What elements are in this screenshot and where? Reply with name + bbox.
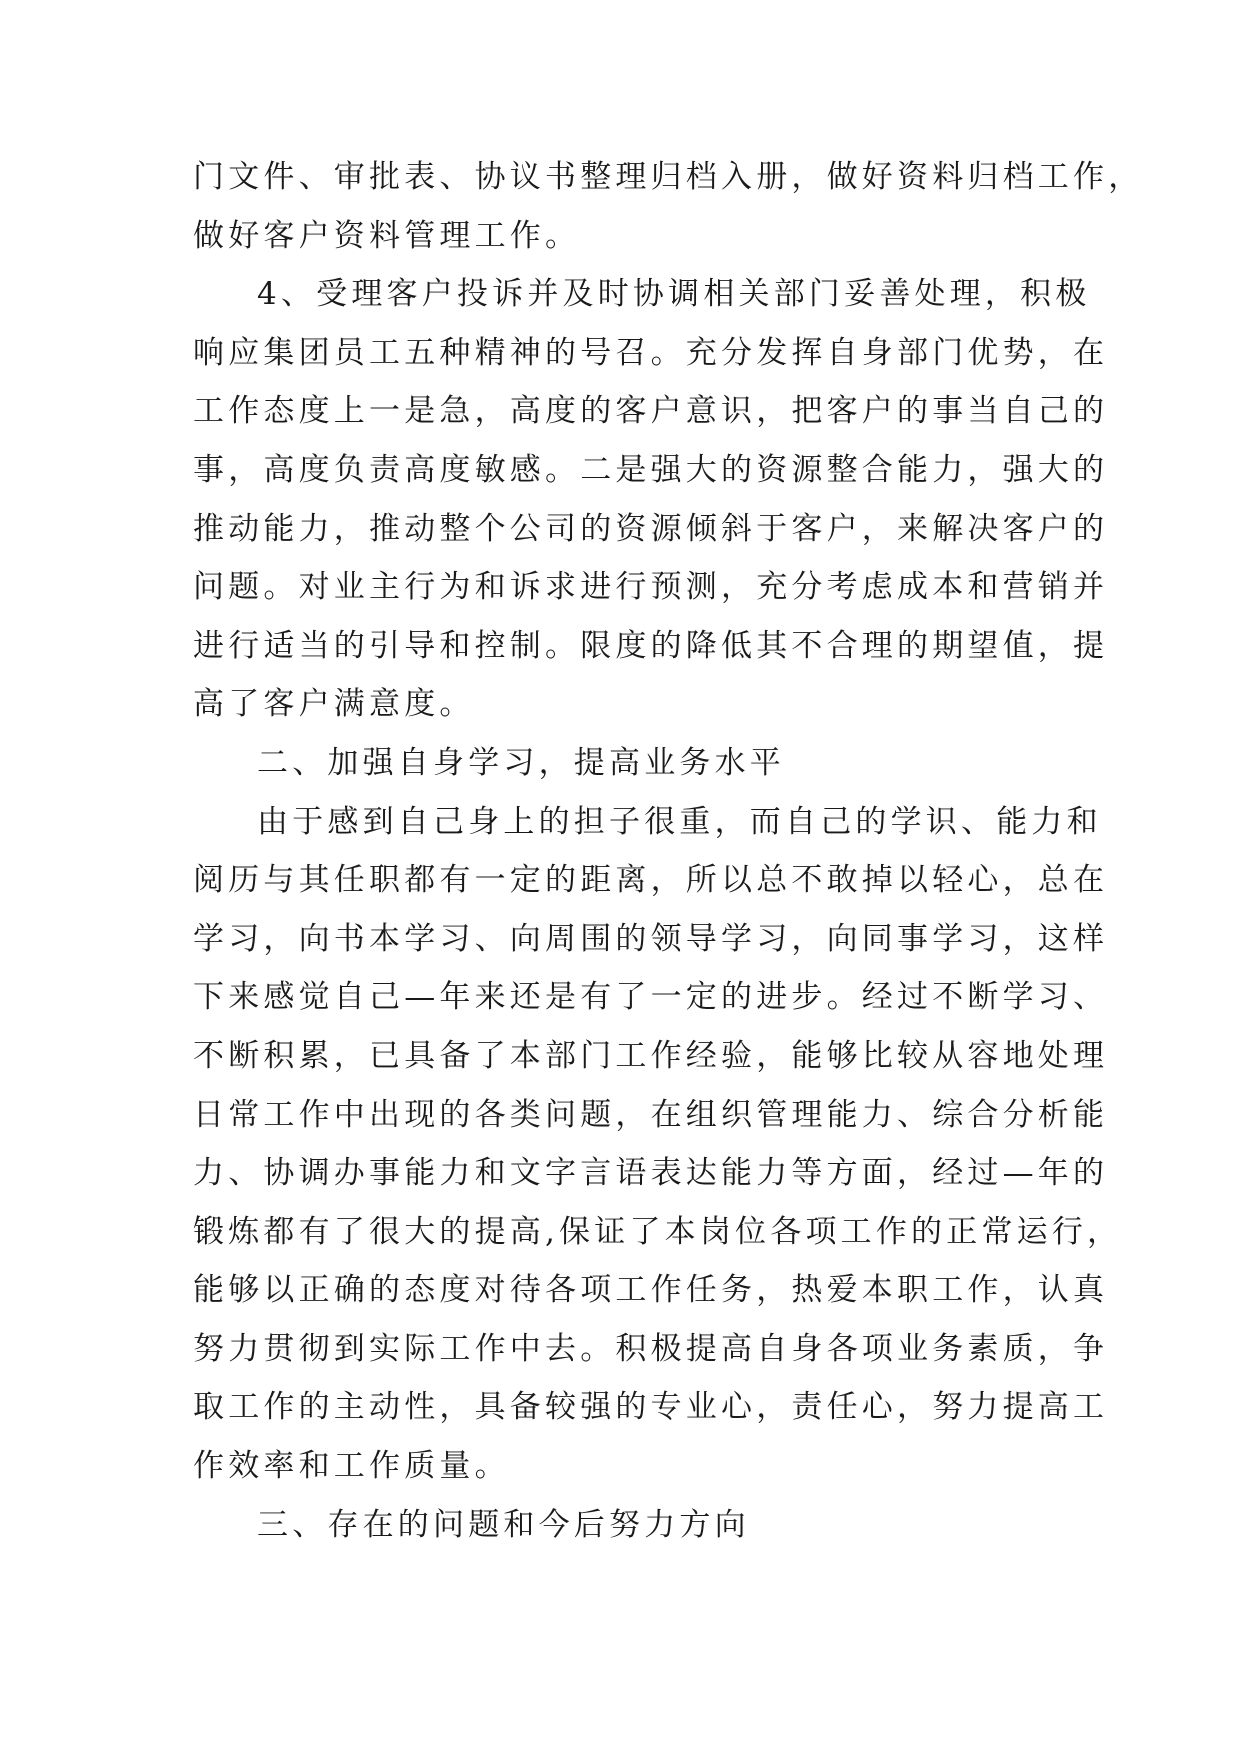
text-line: 取工作的主动性，具备较强的专业心，责任心，努力提高工	[193, 1389, 1109, 1426]
text-line: 事，高度负责高度敏感。二是强大的资源整合能力，强大的	[193, 451, 1109, 488]
text-line: 锻炼都有了很大的提高,保证了本岗位各项工作的正常运行，	[193, 1213, 1123, 1250]
text-line: 进行适当的引导和控制。限度的降低其不合理的期望值，提	[193, 627, 1109, 664]
text-line: 努力贯彻到实际工作中去。积极提高自身各项业务素质，争	[193, 1330, 1109, 1367]
text-line: 作效率和工作质量。	[193, 1448, 510, 1485]
paragraph-start: 由于感到自己身上的担子很重，而自己的学识、能力和	[257, 803, 1102, 840]
text-line: 能够以正确的态度对待各项工作任务，热爱本职工作，认真	[193, 1272, 1109, 1309]
text-line: 门文件、审批表、协议书整理归档入册，做好资料归档工作，	[193, 159, 1144, 195]
text-line: 响应集团员工五种精神的号召。充分发挥自身部门优势，在	[193, 334, 1109, 371]
section-heading-2: 二、加强自身学习，提高业务水平	[257, 744, 785, 781]
text-line: 日常工作中出现的各类问题，在组织管理能力、综合分析能	[193, 1096, 1109, 1133]
section-heading-3: 三、存在的问题和今后努力方向	[257, 1506, 750, 1543]
document-body	[193, 148, 1144, 1554]
list-item-4: 4、受理客户投诉并及时协调相关部门妥善处理，积极	[257, 276, 1091, 313]
text-line: 不断积累，已具备了本部门工作经验，能够比较从容地处理	[193, 1037, 1109, 1074]
text-line: 推动能力，推动整个公司的资源倾斜于客户，来解决客户的	[193, 510, 1109, 547]
text-line: 阅历与其任职都有一定的距离，所以总不敢掉以轻心，总在	[193, 862, 1109, 899]
text-line: 下来感觉自己—年来还是有了一定的进步。经过不断学习、	[193, 979, 1109, 1016]
text-line: 工作态度上一是急，高度的客户意识，把客户的事当自己的	[193, 393, 1109, 430]
text-line: 学习，向书本学习、向周围的领导学习，向同事学习，这样	[193, 920, 1109, 957]
text-line: 高了客户满意度。	[193, 686, 475, 723]
text-line: 力、协调办事能力和文字言语表达能力等方面，经过—年的	[193, 1155, 1109, 1192]
text-line: 问题。对业主行为和诉求进行预测，充分考虑成本和营销并	[193, 569, 1109, 606]
text-line: 做好客户资料管理工作。	[193, 217, 581, 254]
